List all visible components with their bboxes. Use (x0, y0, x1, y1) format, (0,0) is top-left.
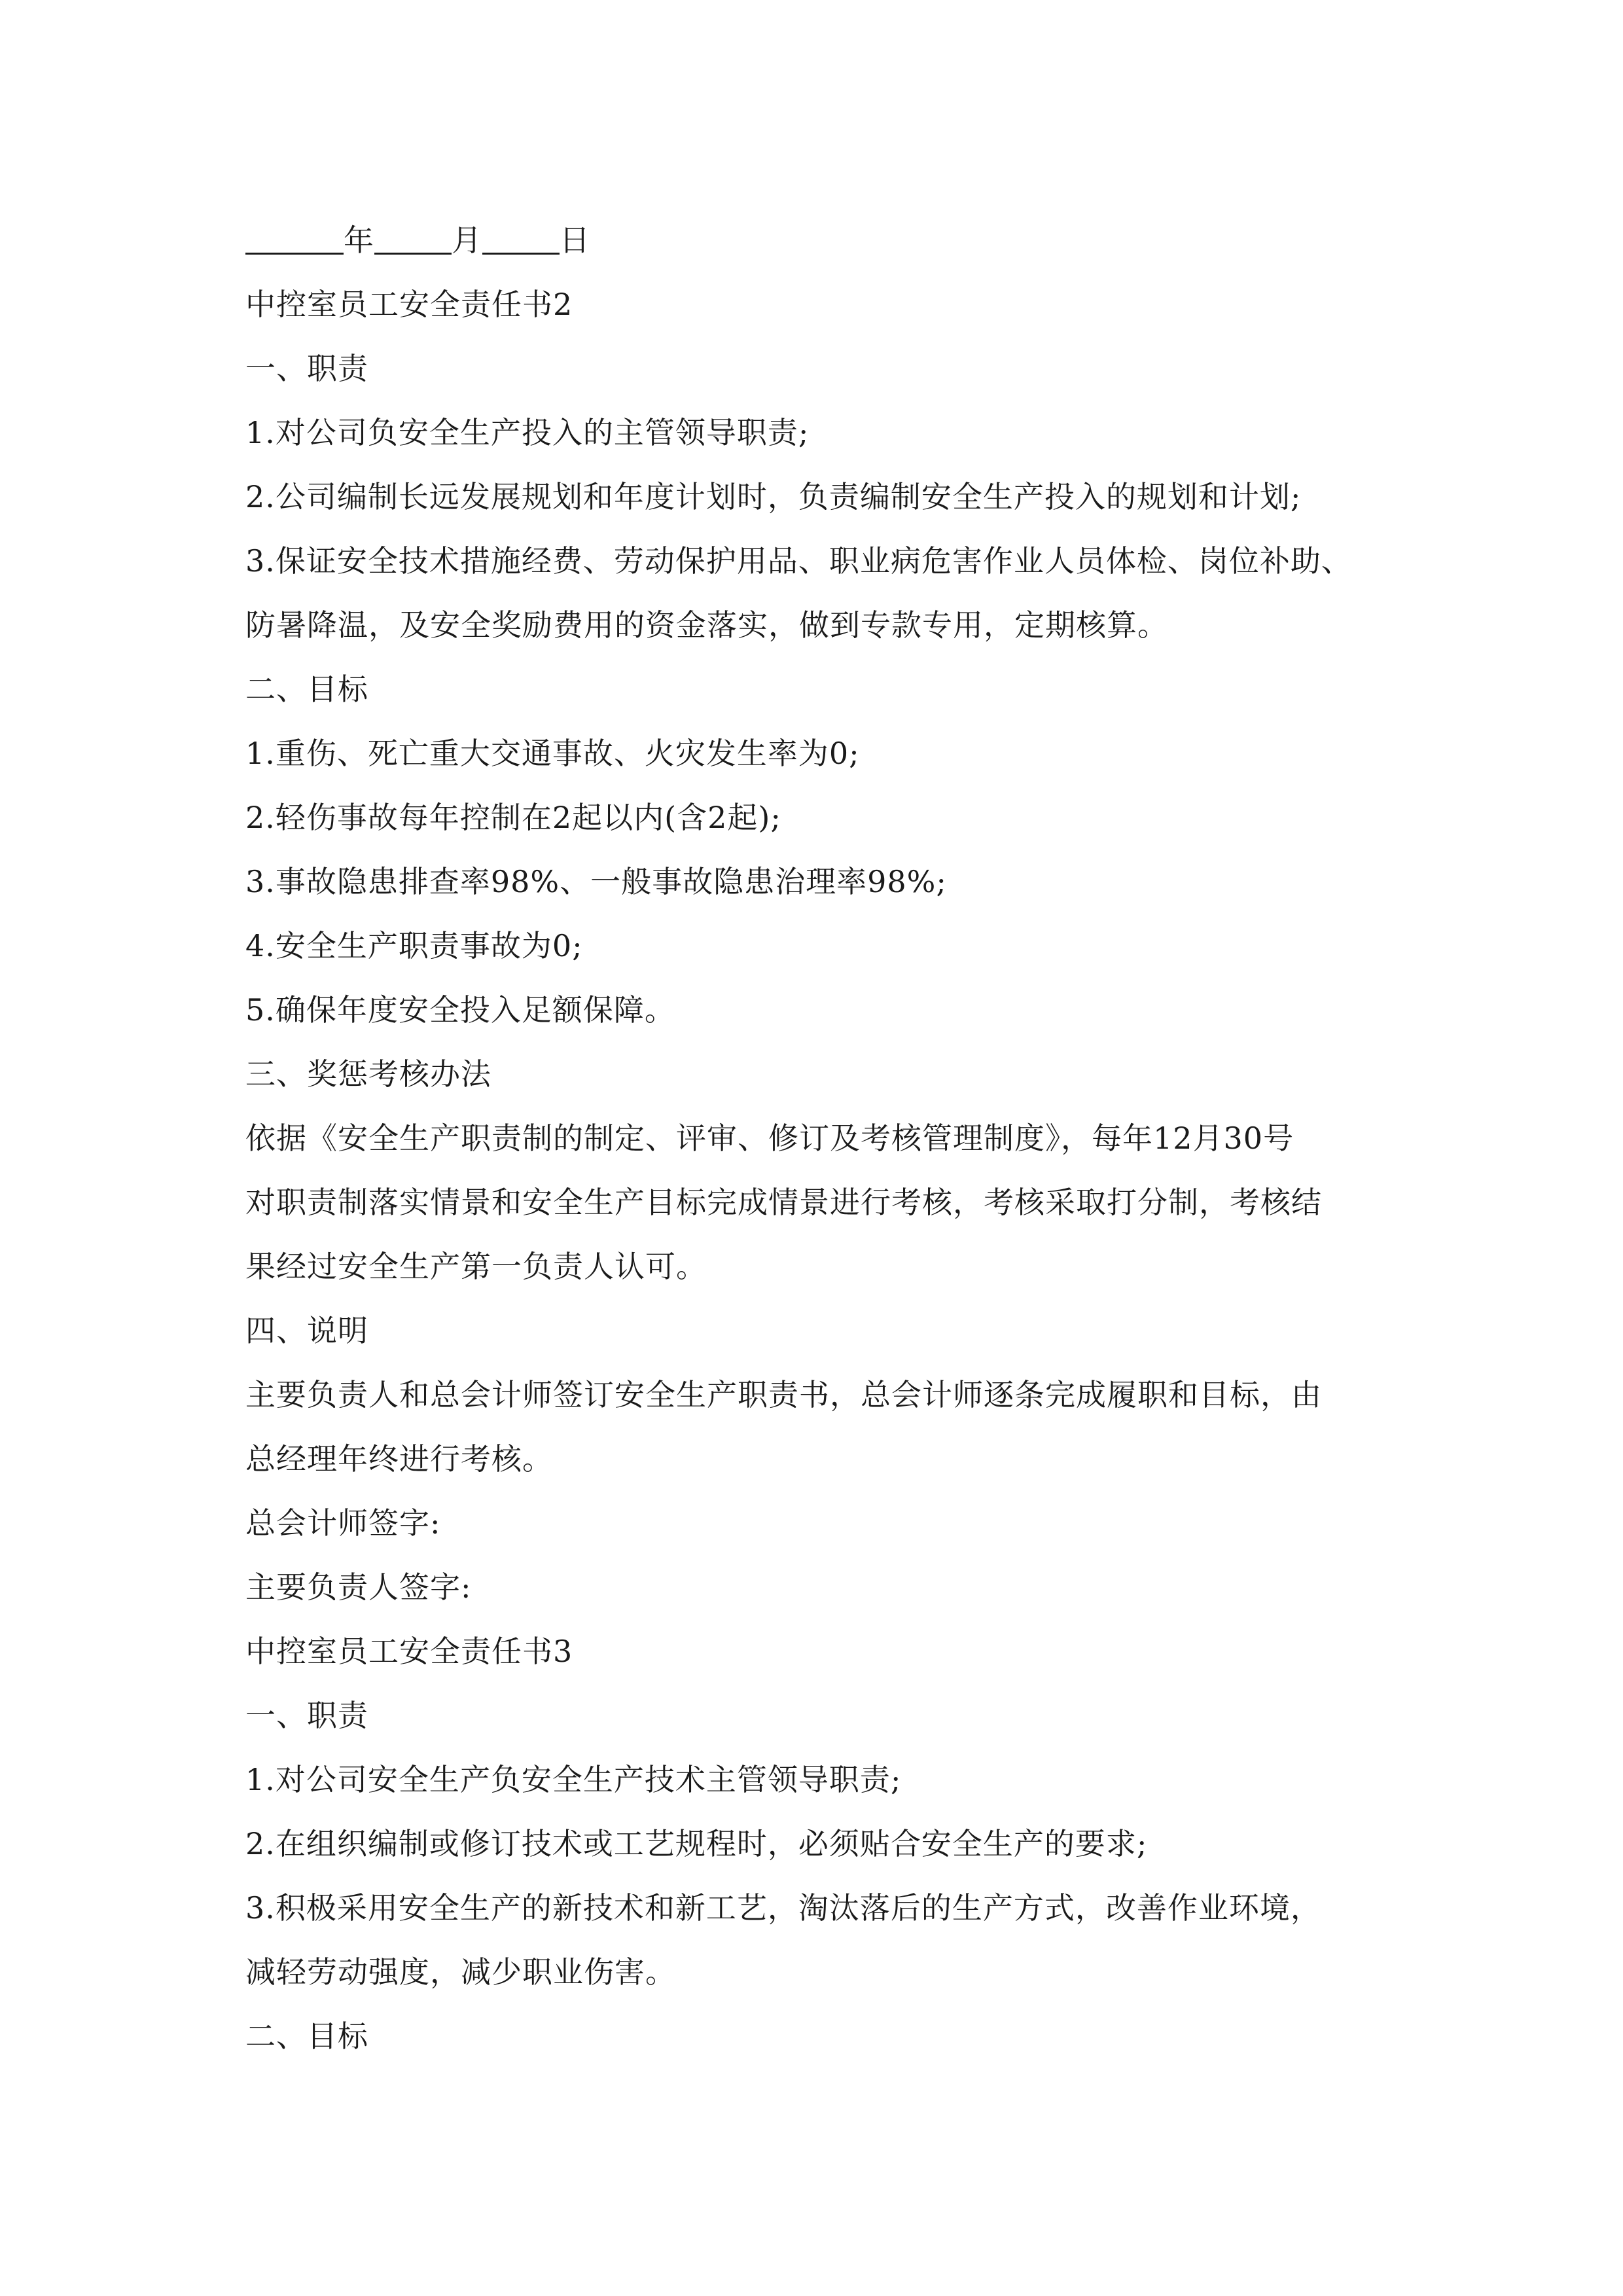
duty-item-3: 3.保证安全技术措施经费、劳动保护用品、职业病危害作业人员体检、岗位补助、 (245, 543, 1352, 579)
duty-item-3-cont: 防暑降温，及安全奖励费用的资金落实，做到专款专用，定期核算。 (245, 607, 1168, 643)
duty-item-2: 2.公司编制长远发展规划和年度计划时，负责编制安全生产投入的规划和计划; (245, 479, 1302, 514)
heading-goals: 二、目标 (245, 672, 368, 707)
duty-item-1: 1.对公司负安全生产投入的主管领导职责; (245, 415, 810, 450)
heading-duties-3: 一、职责 (245, 1698, 368, 1733)
goal-item-2: 2.轻伤事故每年控制在2起以内(含2起); (245, 800, 781, 835)
goal-item-3: 3.事故隐患排查率98%、一般事故隐患治理率98%; (245, 864, 947, 899)
year-blank (245, 226, 344, 255)
document-body (245, 208, 1410, 2068)
assessment-paragraph-cont-2: 果经过安全生产第一负责人认可。 (245, 1249, 707, 1284)
heading-assessment: 三、奖惩考核办法 (245, 1056, 491, 1092)
duty3-item-1: 1.对公司安全生产负安全生产技术主管领导职责; (245, 1762, 902, 1797)
assessment-paragraph: 依据《安全生产职责制的制定、评审、修订及考核管理制度》，每年12月30号 (245, 1121, 1294, 1156)
assessment-paragraph-cont-1: 对职责制落实情景和安全生产目标完成情景进行考核，考核采取打分制，考核结 (245, 1185, 1322, 1220)
year-label: 年 (344, 223, 374, 258)
notes-paragraph-cont: 总经理年终进行考核。 (245, 1441, 553, 1477)
signature-principal: 主要负责人签字: (245, 1570, 472, 1605)
section-title-2: 中控室员工安全责任书2 (245, 287, 573, 322)
heading-goals-3: 二、目标 (245, 2018, 368, 2054)
day-label: 日 (560, 223, 590, 258)
month-label: 月 (452, 223, 482, 258)
month-blank (374, 226, 452, 255)
day-blank (482, 226, 560, 255)
heading-duties: 一、职责 (245, 351, 368, 386)
notes-paragraph: 主要负责人和总会计师签订安全生产职责书，总会计师逐条完成履职和目标，由 (245, 1377, 1322, 1412)
goal-item-1: 1.重伤、死亡重大交通事故、火灾发生率为0; (245, 736, 860, 771)
duty3-item-3-cont: 减轻劳动强度，减少职业伤害。 (245, 1954, 676, 1990)
signature-chief-accountant: 总会计师签字: (245, 1505, 441, 1541)
date-line (245, 208, 1410, 272)
goal-item-4: 4.安全生产职责事故为0; (245, 928, 583, 963)
duty3-item-3: 3.积极采用安全生产的新技术和新工艺，淘汰落后的生产方式，改善作业环境， (245, 1890, 1321, 1926)
heading-notes: 四、说明 (245, 1313, 368, 1348)
goal-item-5: 5.确保年度安全投入足额保障。 (245, 992, 675, 1028)
duty3-item-2: 2.在组织编制或修订技术或工艺规程时，必须贴合安全生产的要求; (245, 1826, 1148, 1861)
section-title-3: 中控室员工安全责任书3 (245, 1634, 573, 1669)
